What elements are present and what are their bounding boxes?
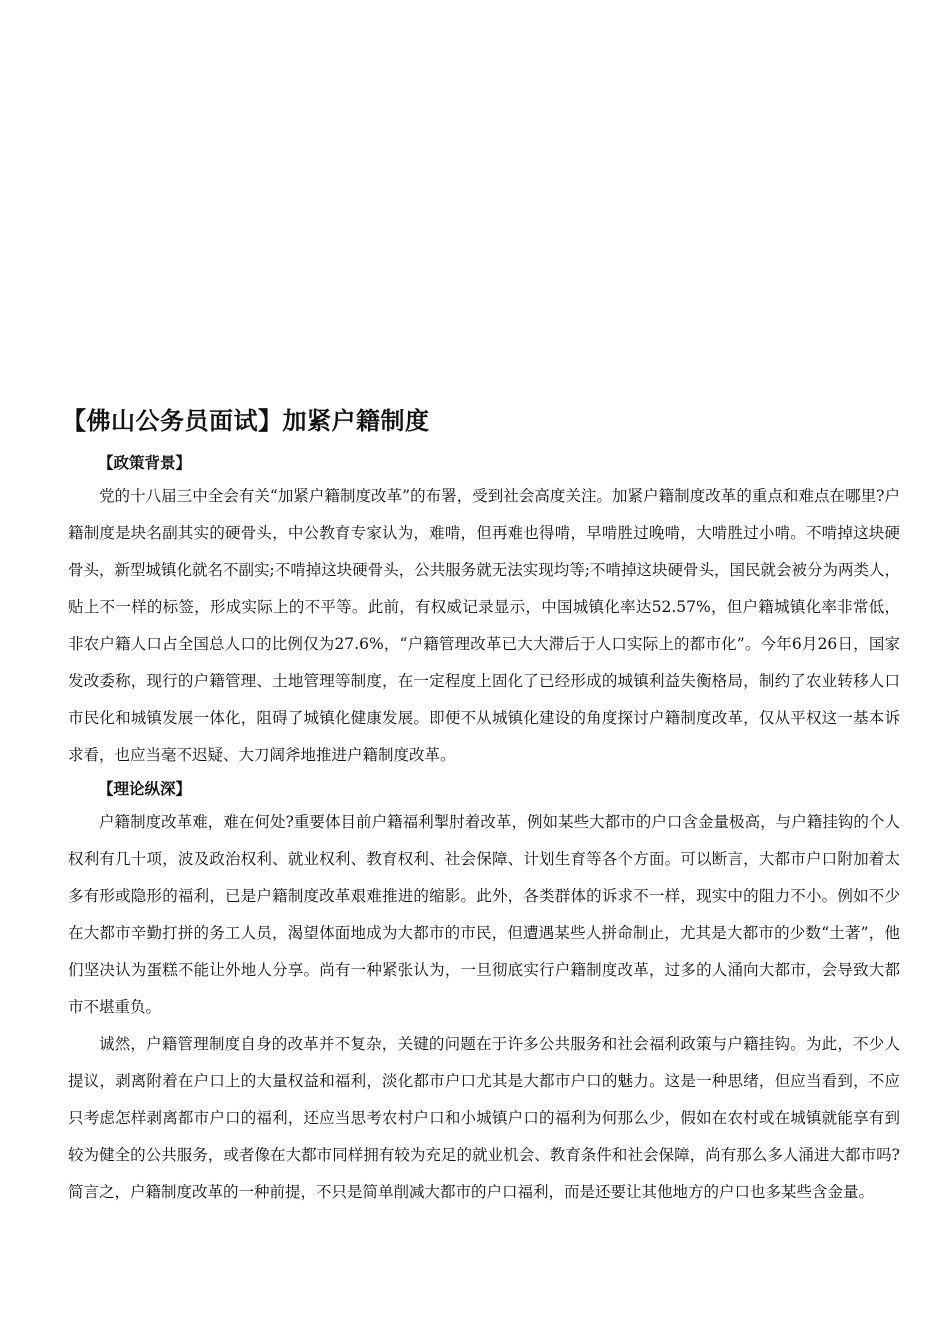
section-heading: 【理论纵深】 <box>98 780 192 798</box>
paragraph: 党的十八届三中全会有关“加紧户籍制度改革”的布署，受到社会高度关注。加紧户籍制度改革的重点和难点在哪里?户籍制度是块名副其实的硬骨头，中公教育专家认为，难啃，但再难也得啃，早啃胜过晚啃，大啃胜过小啃。不啃掉这块硬骨头，新型城镇化就名不副实;不啃掉这块硬骨头，公共服务就无法实现均等;不啃掉这块硬骨头，国民就会被分为两类人，贴上不一样的标签，形成实际上的不平等。此前，有权威记录显示，中国城镇化率达52.57%，但户籍城镇化率非常低，非农户籍人口占全国总人口的比例仅为27.6%，“户籍管理改革已大大滞后于人口实际上的都市化”。今年6月26日，国家发改委称，现行的户籍管理、土地管理等制度，在一定程度上固化了已经形成的城镇利益失衡格局，制约了农业转移人口市民化和城镇发展一体化，阻碍了城镇化健康发展。即便不从城镇化建设的角度探讨户籍制度改革，仅从平权这一基本诉求看，也应当毫不迟疑、大刀阔斧地推进户籍制度改革。 <box>68 487 900 764</box>
section-theory-depth <box>68 774 900 1211</box>
paragraph: 户籍制度改革难，难在何处?重要体目前户籍福利掣肘着改革，例如某些大都市的户口含金量极高，与户籍挂钩的个人权利有几十项，波及政治权利、就业权利、教育权利、社会保障、计划生育等各个方面。可以断言，大都市户口附加着太多有形或隐形的福利，已是户籍制度改革艰难推进的缩影。此外，各类群体的诉求不一样，现实中的阻力不小。例如不少在大都市辛勤打拼的务工人员，渴望体面地成为大都市的市民，但遭遇某些人拼命制止，尤其是大都市的少数“土著”，他们坚决认为蛋糕不能让外地人分享。尚有一种紧张认为，一旦彻底实行户籍制度改革，过多的人涌向大都市，会导致大都市不堪重负。 <box>68 813 900 1016</box>
document-title: 【佛山公务员面试】加紧户籍制度 <box>62 407 430 435</box>
section-heading: 【政策背景】 <box>98 454 192 472</box>
paragraph: 诚然，户籍管理制度自身的改革并不复杂，关键的问题在于许多公共服务和社会福利政策与户籍挂钩。为此，不少人提议，剥离附着在户口上的大量权益和福利，淡化都市户口尤其是大都市户口的魅力。这是一种思绪，但应当看到，不应只考虑怎样剥离都市户口的福利，还应当思考农村户口和小城镇户口的福利为何那么少，假如在农村或在城镇就能享有到较为健全的公共服务，或者像在大都市同样拥有较为充足的就业机会、教育条件和社会保障，尚有那么多人涌进大都市吗?简言之，户籍制度改革的一种前提，不只是简单削减大都市的户口福利，而是还要让其他地方的户口也多某些含金量。 <box>68 1035 900 1201</box>
document-body <box>62 404 900 1211</box>
section-policy-background <box>68 448 900 774</box>
